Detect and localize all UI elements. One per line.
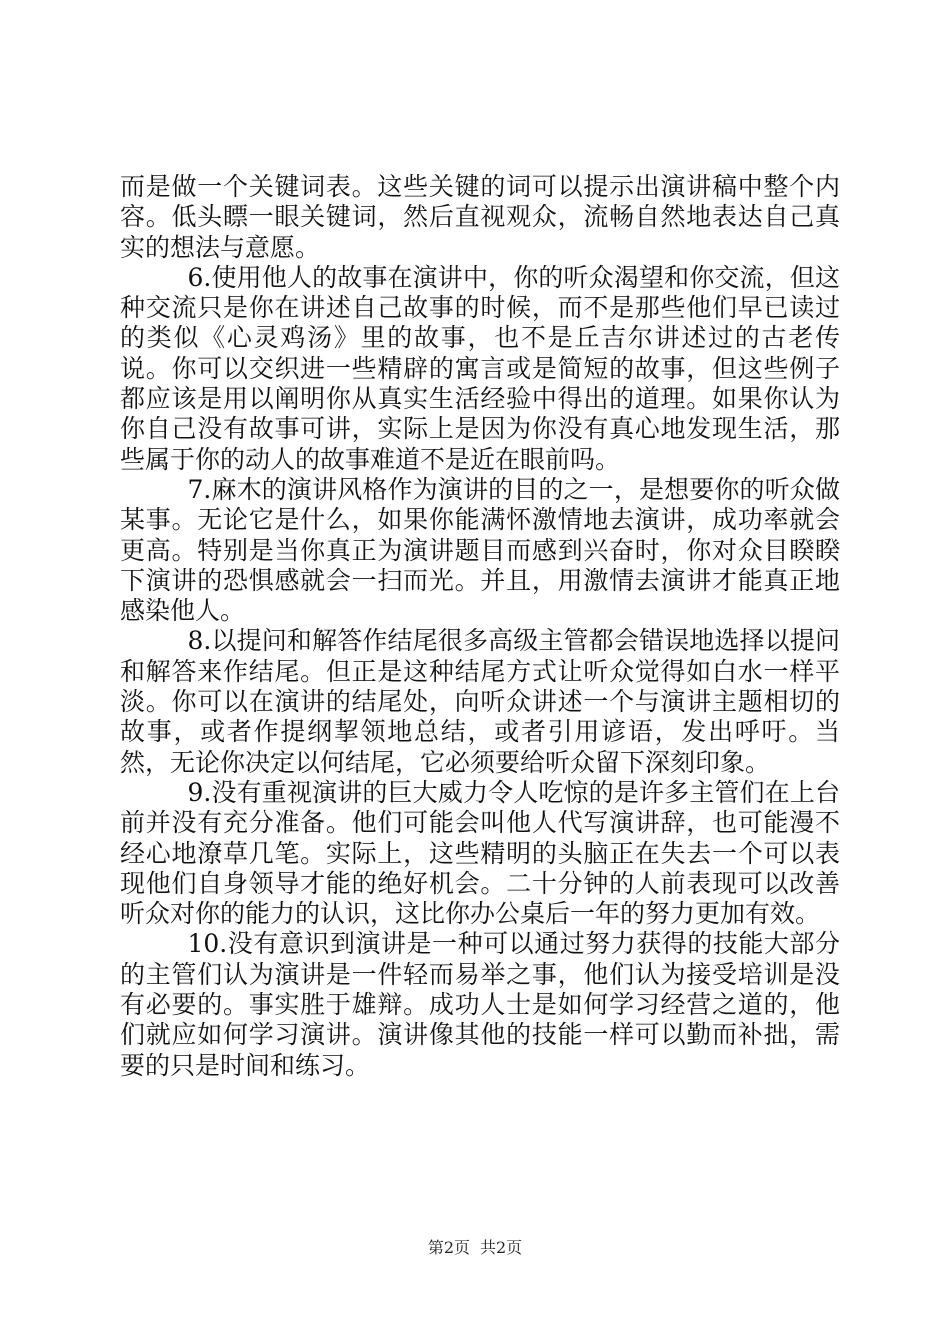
page-footer bbox=[0, 1238, 950, 1258]
document-body bbox=[120, 172, 840, 1081]
paragraph-item-10: 10.没有意识到演讲是一种可以通过努力获得的技能大部分的主管们认为演讲是一件轻而易举之事，他们认为接受培训是没有必要的。事实胜于雄辩。成功人士是如何学习经营之道的，他们就应如何学习演讲。演讲像其他的技能一样可以勤而补拙，需要的只是时间和练习。 bbox=[120, 929, 840, 1080]
page-number: 第2页 bbox=[427, 1238, 470, 1257]
paragraph-item-7: 7.麻木的演讲风格作为演讲的目的之一，是想要你的听众做某事。无论它是什么，如果你能满怀激情地去演讲，成功率就会更高。特别是当你真正为演讲题目而感到兴奋时，你对众目睽睽下演讲的恐惧感就会一扫而光。并且，用激情去演讲才能真正地感染他人。 bbox=[120, 474, 840, 626]
paragraph-item-8: 8.以提问和解答作结尾很多高级主管都会错误地选择以提问和解答来作结尾。但正是这种结尾方式让听众觉得如白水一样平淡。你可以在演讲的结尾处，向听众讲述一个与演讲主题相切的故事，或者作提纲挈领地总结，或者引用谚语，发出呼吁。当然，无论你决定以何结尾，它必须要给听众留下深刻印象。 bbox=[120, 626, 840, 777]
paragraph-item-9: 9.没有重视演讲的巨大威力令人吃惊的是许多主管们在上台前并没有充分准备。他们可能会叫他人代写演讲辞，也可能漫不经心地潦草几笔。实际上，这些精明的头脑正在失去一个可以表现他们自身领导才能的绝好机会。二十分钟的人前表现可以改善听众对你的能力的认识，这比你办公桌后一年的努力更加有效。 bbox=[120, 777, 840, 929]
paragraph-continued: 而是做一个关键词表。这些关键的词可以提示出演讲稿中整个内容。低头瞟一眼关键词，然后直视观众，流畅自然地表达自己真实的想法与意愿。 bbox=[120, 172, 840, 262]
page-total: 共2页 bbox=[480, 1238, 523, 1257]
paragraph-item-6: 6.使用他人的故事在演讲中，你的听众渴望和你交流，但这种交流只是你在讲述自己故事的时候，而不是那些他们早已读过的类似《心灵鸡汤》里的故事，也不是丘吉尔讲述过的古老传说。你可以交织进一些精辟的寓言或是简短的故事，但这些例子都应该是用以阐明你从真实生活经验中得出的道理。如果你认为你自己没有故事可讲，实际上是因为你没有真心地发现生活，那些属于你的动人的故事难道不是近在眼前吗。 bbox=[120, 262, 840, 474]
